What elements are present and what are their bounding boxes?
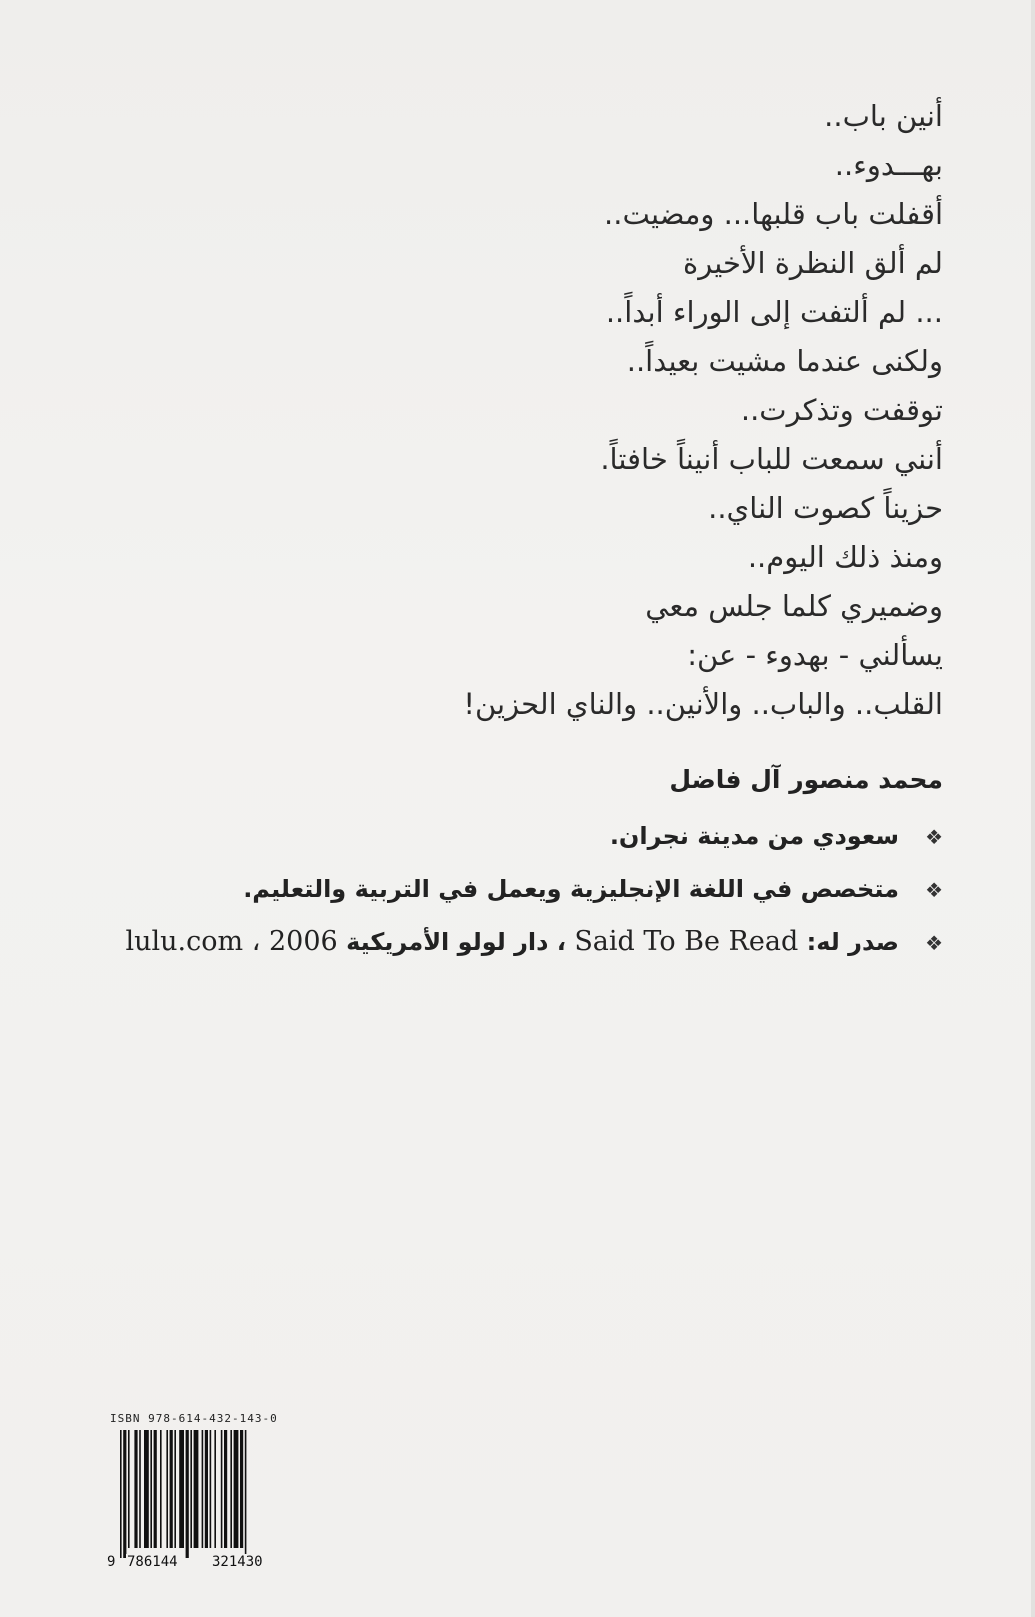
barcode-bar xyxy=(166,1430,168,1548)
barcode-bar xyxy=(144,1430,149,1548)
barcode-digits-right: 321430 xyxy=(212,1554,263,1570)
diamond-bullet-icon: ❖ xyxy=(925,878,943,902)
barcode-bar xyxy=(214,1430,216,1548)
bio-item xyxy=(83,810,943,863)
bio-item-text: متخصص في اللغة الإنجليزية ويعمل في التربية والتعليم. xyxy=(243,875,899,903)
barcode-bar xyxy=(234,1430,239,1548)
poem-line: لم ألق النظرة الأخيرة xyxy=(683,246,943,280)
barcode-bar xyxy=(123,1430,126,1558)
barcode-bar xyxy=(186,1430,189,1558)
barcode-bar xyxy=(245,1430,247,1558)
poem-line: ... لم ألتفت إلى الوراء أبداً.. xyxy=(605,295,943,329)
bio-item xyxy=(83,863,943,916)
poem-block xyxy=(383,92,943,729)
poem-line: بهـــدوء.. xyxy=(834,148,943,182)
page-edge xyxy=(1031,0,1035,1617)
barcode-bar xyxy=(154,1430,157,1548)
isbn-label: ISBN 978-614-432-143-0 xyxy=(110,1412,278,1425)
isbn-barcode xyxy=(106,1412,306,1572)
author-bio xyxy=(83,760,943,969)
barcode-bar xyxy=(170,1430,173,1548)
barcode-bar xyxy=(210,1430,212,1548)
bio-item-text: سعودي من مدينة نجران. xyxy=(609,822,899,850)
diamond-bullet-icon: ❖ xyxy=(925,825,943,849)
barcode-bar xyxy=(224,1430,227,1548)
barcode-bar xyxy=(194,1430,199,1548)
barcode-bar xyxy=(205,1430,208,1548)
barcode-bar xyxy=(134,1430,137,1548)
barcode-digits-left: 786144 xyxy=(127,1554,178,1570)
barcode-bar xyxy=(174,1430,176,1548)
barcode-bar xyxy=(221,1430,223,1548)
published-prefix: صدر له: xyxy=(806,928,899,956)
barcode-bar xyxy=(230,1430,232,1548)
poem-line: ولكنى عندما مشيت بعيداً.. xyxy=(626,344,943,378)
barcode-bar xyxy=(202,1430,204,1548)
book-title: Said To Be Read xyxy=(574,926,799,957)
bio-publications xyxy=(83,916,943,969)
barcode-bars xyxy=(106,1430,306,1560)
barcode-bar xyxy=(179,1430,184,1548)
poem-line: القلب.. والباب.. والأنين.. والناي الحزين! xyxy=(463,687,943,721)
diamond-bullet-icon: ❖ xyxy=(925,931,943,955)
poem-line: حزيناً كصوت الناي.. xyxy=(708,491,943,525)
barcode-bar xyxy=(160,1430,162,1548)
poem-line: يسألني - بهدوء - عن: xyxy=(687,638,943,672)
author-name: محمد منصور آل فاضل xyxy=(669,765,943,794)
barcode-bar xyxy=(190,1430,192,1548)
barcode-bar xyxy=(150,1430,152,1548)
poem-line: أنين باب.. xyxy=(824,99,943,133)
barcode-bar xyxy=(240,1430,243,1548)
publisher-name: ، دار لولو الأمريكية xyxy=(346,928,566,956)
poem-line: ومنذ ذلك اليوم.. xyxy=(747,540,943,574)
barcode-bar xyxy=(139,1430,141,1548)
publication-year-site: 2006 ، lulu.com xyxy=(125,926,338,957)
poem-line: أنني سمعت للباب أنيناً خافتاً. xyxy=(600,442,943,476)
poem-line: توقفت وتذكرت.. xyxy=(740,393,943,427)
poem-line: وضميري كلما جلس معي xyxy=(645,589,943,623)
barcode-bar xyxy=(120,1430,122,1558)
barcode-bar xyxy=(128,1430,130,1548)
barcode-digit-first: 9 xyxy=(107,1554,116,1570)
poem-line: أقفلت باب قلبها... ومضيت.. xyxy=(604,197,943,231)
